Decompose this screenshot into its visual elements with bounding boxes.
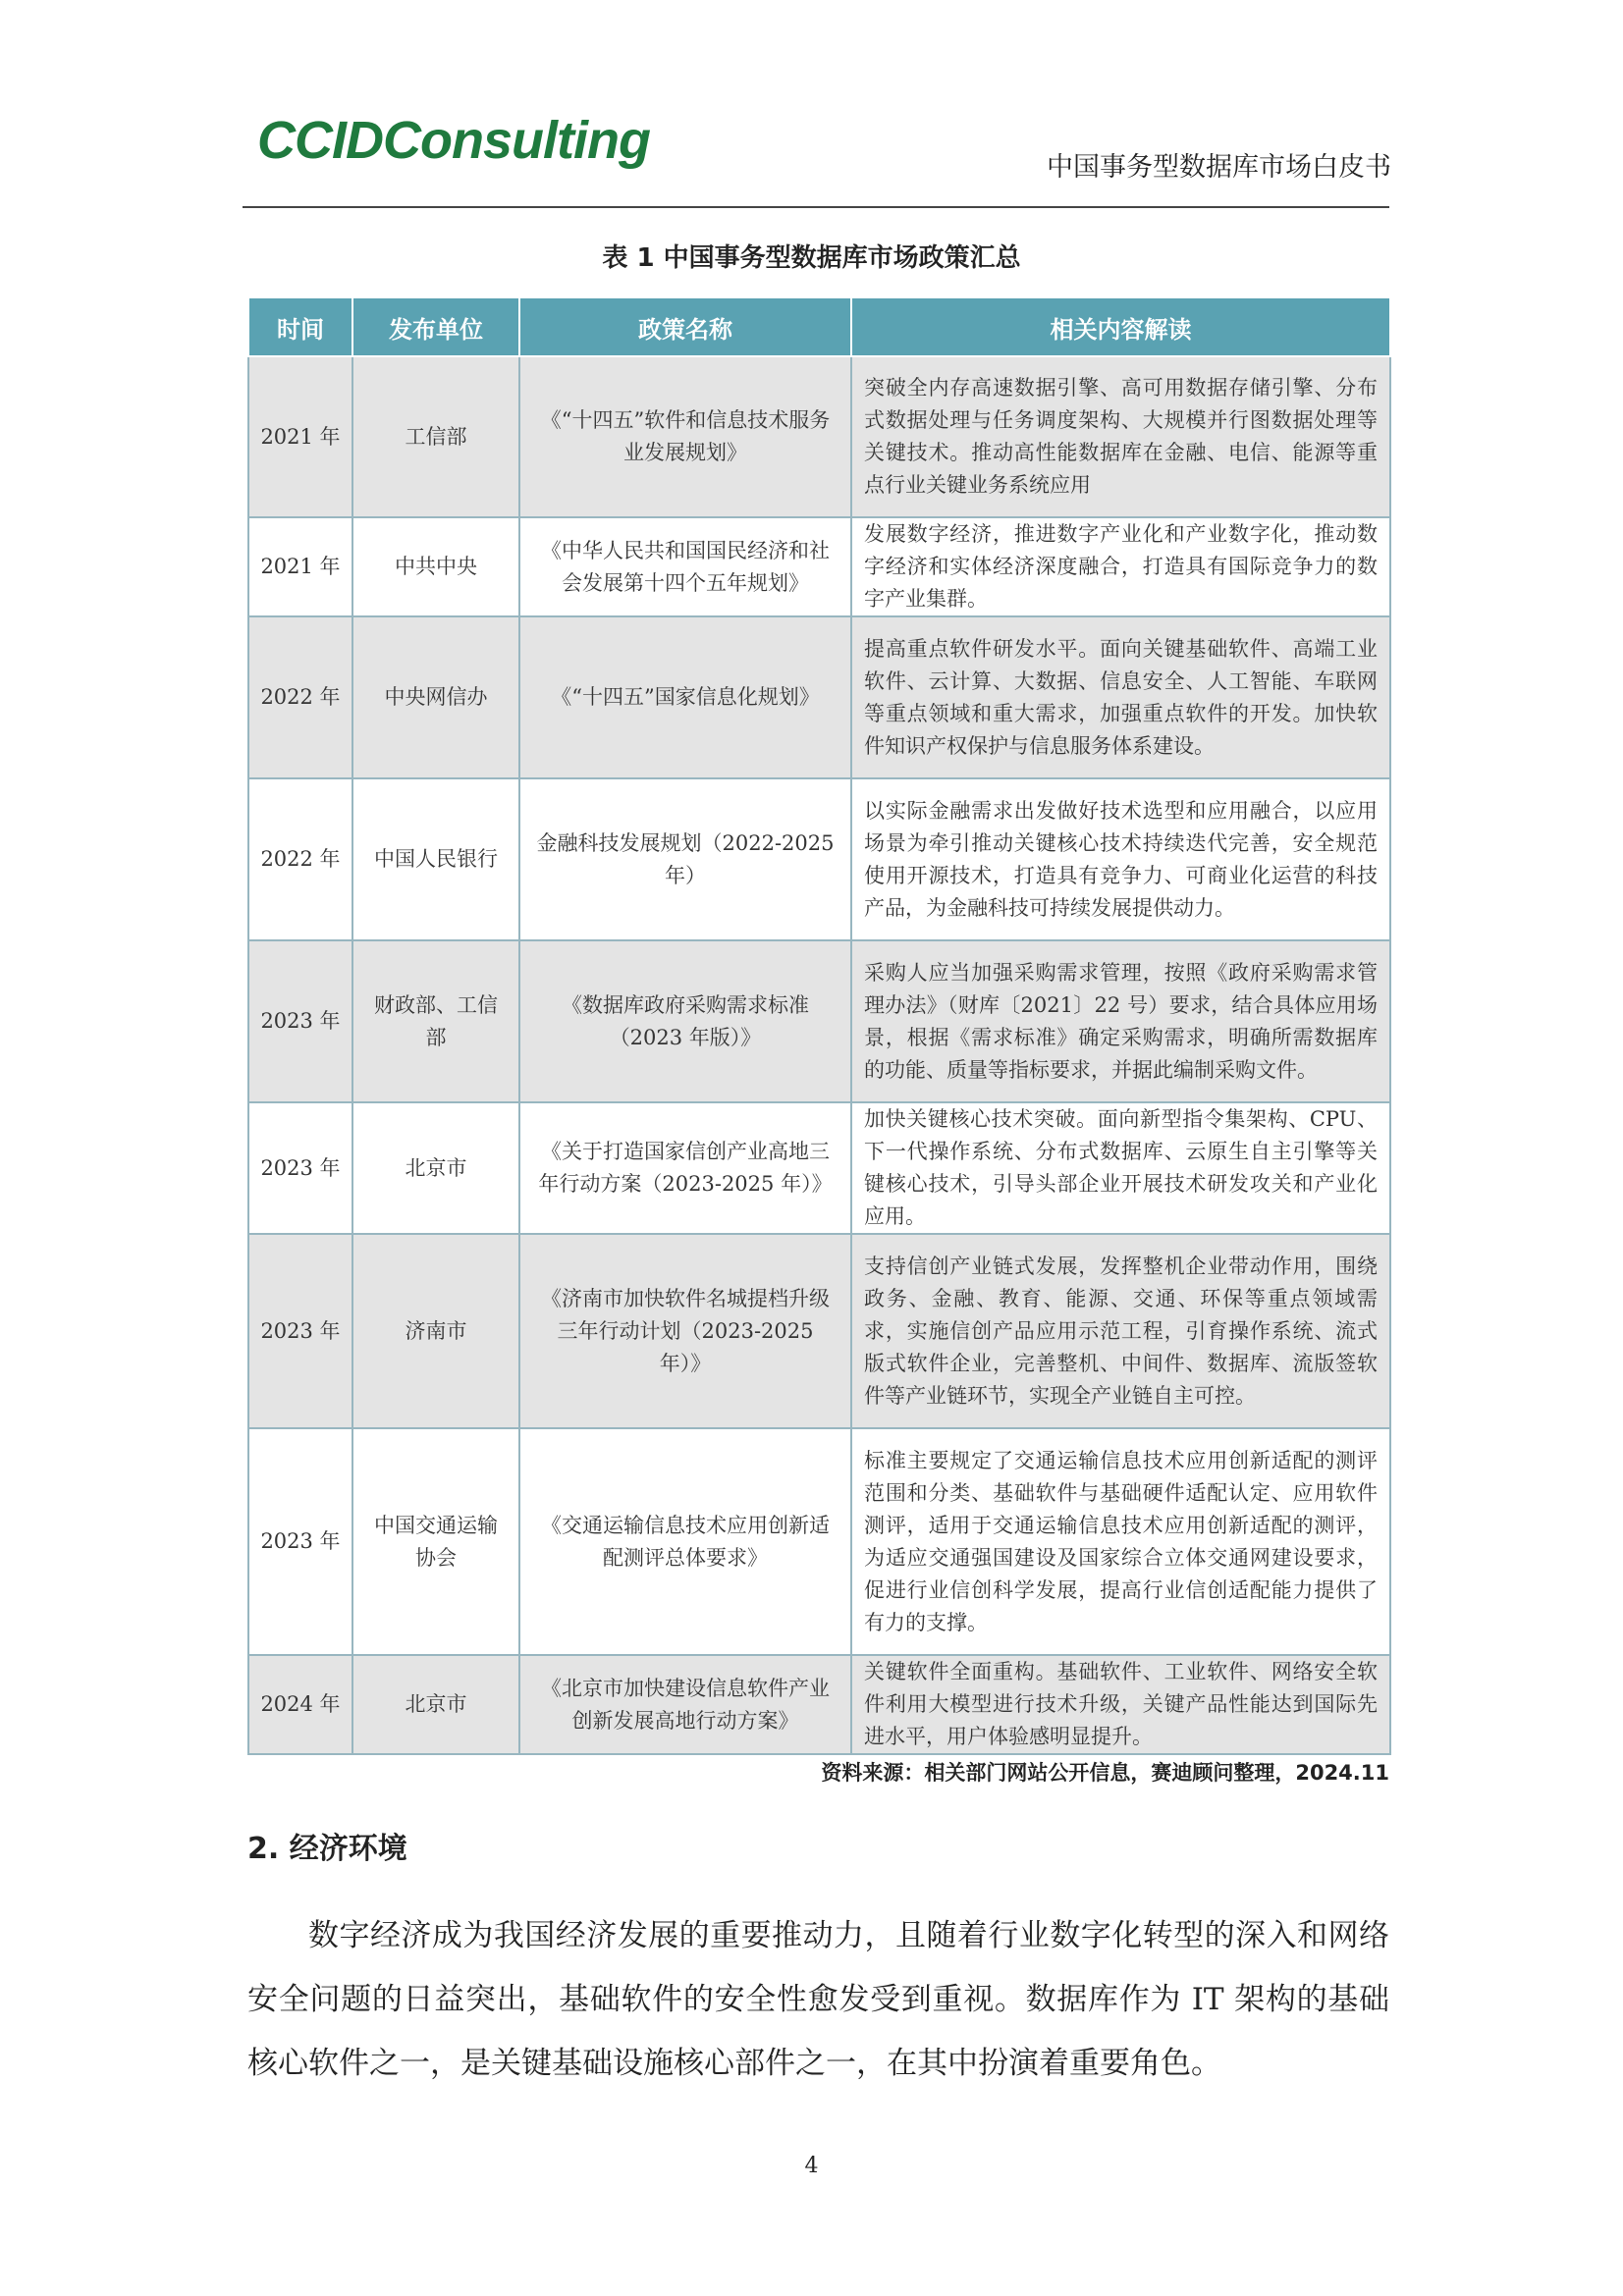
table-source-note: 资料来源：相关部门网站公开信息，赛迪顾问整理，2024.11: [821, 1761, 1389, 1785]
row-publisher: 中共中央: [352, 517, 519, 616]
table-caption: 表 1 中国事务型数据库市场政策汇总: [602, 243, 1021, 273]
row-content: 提高重点软件研发水平。面向关键基础软件、高端工业软件、云计算、大数据、信息安全、人工智能、车联网等重点领域和重大需求，加强重点软件的开发。加快软件知识产权保护与信息服务体系建设。: [851, 616, 1390, 778]
row-policy-name: 《“十四五”国家信息化规划》: [519, 616, 851, 778]
row-content: 支持信创产业链式发展，发挥整机企业带动作用，围绕政务、金融、教育、能源、交通、环保等重点领域需求，实施信创产品应用示范工程，引育操作系统、流式版式软件企业，完善整机、中间件、数据库、流版签软件等产业链环节，实现全产业链自主可控。: [851, 1234, 1390, 1428]
row-policy-name: 《中华人民共和国国民经济和社会发展第十四个五年规划》: [519, 517, 851, 616]
header-divider: [243, 206, 1389, 208]
row-publisher: 中国人民银行: [352, 778, 519, 940]
row-policy-name: 《数据库政府采购需求标准（2023 年版）》: [519, 940, 851, 1102]
row-year: 2022 年: [248, 616, 352, 778]
row-policy-name: 《北京市加快建设信息软件产业创新发展高地行动方案》: [519, 1655, 851, 1754]
table-row: [248, 356, 1390, 517]
policy-table: [247, 296, 1391, 1755]
row-year: 2023 年: [248, 1234, 352, 1428]
section-heading: 2. 经济环境: [247, 1832, 407, 1866]
page-number: 4: [804, 2154, 819, 2178]
row-policy-name: 《“十四五”软件和信息技术服务业发展规划》: [519, 356, 851, 517]
row-policy-name: 《交通运输信息技术应用创新适配测评总体要求》: [519, 1428, 851, 1655]
ccid-logo: CCIDConsulting: [257, 111, 650, 170]
row-content: 加快关键核心技术突破。面向新型指令集架构、CPU、下一代操作系统、分布式数据库、云原生自主引擎等关键核心技术，引导头部企业开展技术研发攻关和产业化应用。: [851, 1102, 1390, 1234]
row-year: 2023 年: [248, 1102, 352, 1234]
row-publisher: 济南市: [352, 1234, 519, 1428]
table-row: [248, 1102, 1390, 1234]
table-row: [248, 1234, 1390, 1428]
row-content: 突破全内存高速数据引擎、高可用数据存储引擎、分布式数据处理与任务调度架构、大规模并行图数据处理等关键技术。推动高性能数据库在金融、电信、能源等重点行业关键业务系统应用: [851, 356, 1390, 517]
table-row: [248, 1428, 1390, 1655]
header-policy-name: 政策名称: [519, 297, 851, 356]
row-publisher: 北京市: [352, 1655, 519, 1754]
row-publisher: 工信部: [352, 356, 519, 517]
body-paragraph: 数字经济成为我国经济发展的重要推动力，且随着行业数字化转型的深入和网络安全问题的日益突出，基础软件的安全性愈发受到重视。数据库作为 IT 架构的基础核心软件之一，是关键基础设施核心部件之一，在其中扮演着重要角色。: [247, 1918, 1389, 2081]
table-header-row: [248, 297, 1390, 356]
row-content: 采购人应当加强采购需求管理，按照《政府采购需求管理办法》（财库〔2021〕22 号）要求，结合具体应用场景，根据《需求标准》确定采购需求，明确所需数据库的功能、质量等指标要求，并据此编制采购文件。: [851, 940, 1390, 1102]
row-year: 2023 年: [248, 1428, 352, 1655]
row-content: 发展数字经济，推进数字产业化和产业数字化，推动数字经济和实体经济深度融合，打造具有国际竞争力的数字产业集群。: [851, 517, 1390, 616]
row-publisher: 财政部、工信部: [352, 940, 519, 1102]
row-content: 以实际金融需求出发做好技术选型和应用融合，以应用场景为牵引推动关键核心技术持续迭代完善，安全规范使用开源技术，打造具有竞争力、可商业化运营的科技产品，为金融科技可持续发展提供动力。: [851, 778, 1390, 940]
row-year: 2022 年: [248, 778, 352, 940]
row-policy-name: 《关于打造国家信创产业高地三年行动方案（2023-2025 年）》: [519, 1102, 851, 1234]
document-title: 中国事务型数据库市场白皮书: [1047, 152, 1391, 183]
row-year: 2021 年: [248, 517, 352, 616]
header-publisher: 发布单位: [352, 297, 519, 356]
table-row: [248, 517, 1390, 616]
row-year: 2024 年: [248, 1655, 352, 1754]
row-content: 标准主要规定了交通运输信息技术应用创新适配的测评范围和分类、基础软件与基础硬件适配认定、应用软件测评，适用于交通运输信息技术应用创新适配的测评，为适应交通强国建设及国家综合立体交通网建设要求，促进行业信创科学发展，提高行业信创适配能力提供了有力的支撑。: [851, 1428, 1390, 1655]
row-year: 2021 年: [248, 356, 352, 517]
table-row: [248, 1655, 1390, 1754]
row-policy-name: 金融科技发展规划（2022-2025 年）: [519, 778, 851, 940]
header-time: 时间: [248, 297, 352, 356]
table-row: [248, 616, 1390, 778]
row-publisher: 中国交通运输协会: [352, 1428, 519, 1655]
header-interpretation: 相关内容解读: [851, 297, 1390, 356]
table-row: [248, 940, 1390, 1102]
row-publisher: 北京市: [352, 1102, 519, 1234]
row-policy-name: 《济南市加快软件名城提档升级三年行动计划（2023-2025 年）》: [519, 1234, 851, 1428]
row-content: 关键软件全面重构。基础软件、工业软件、网络安全软件利用大模型进行技术升级，关键产品性能达到国际先进水平，用户体验感明显提升。: [851, 1655, 1390, 1754]
row-year: 2023 年: [248, 940, 352, 1102]
table-row: [248, 778, 1390, 940]
row-publisher: 中央网信办: [352, 616, 519, 778]
